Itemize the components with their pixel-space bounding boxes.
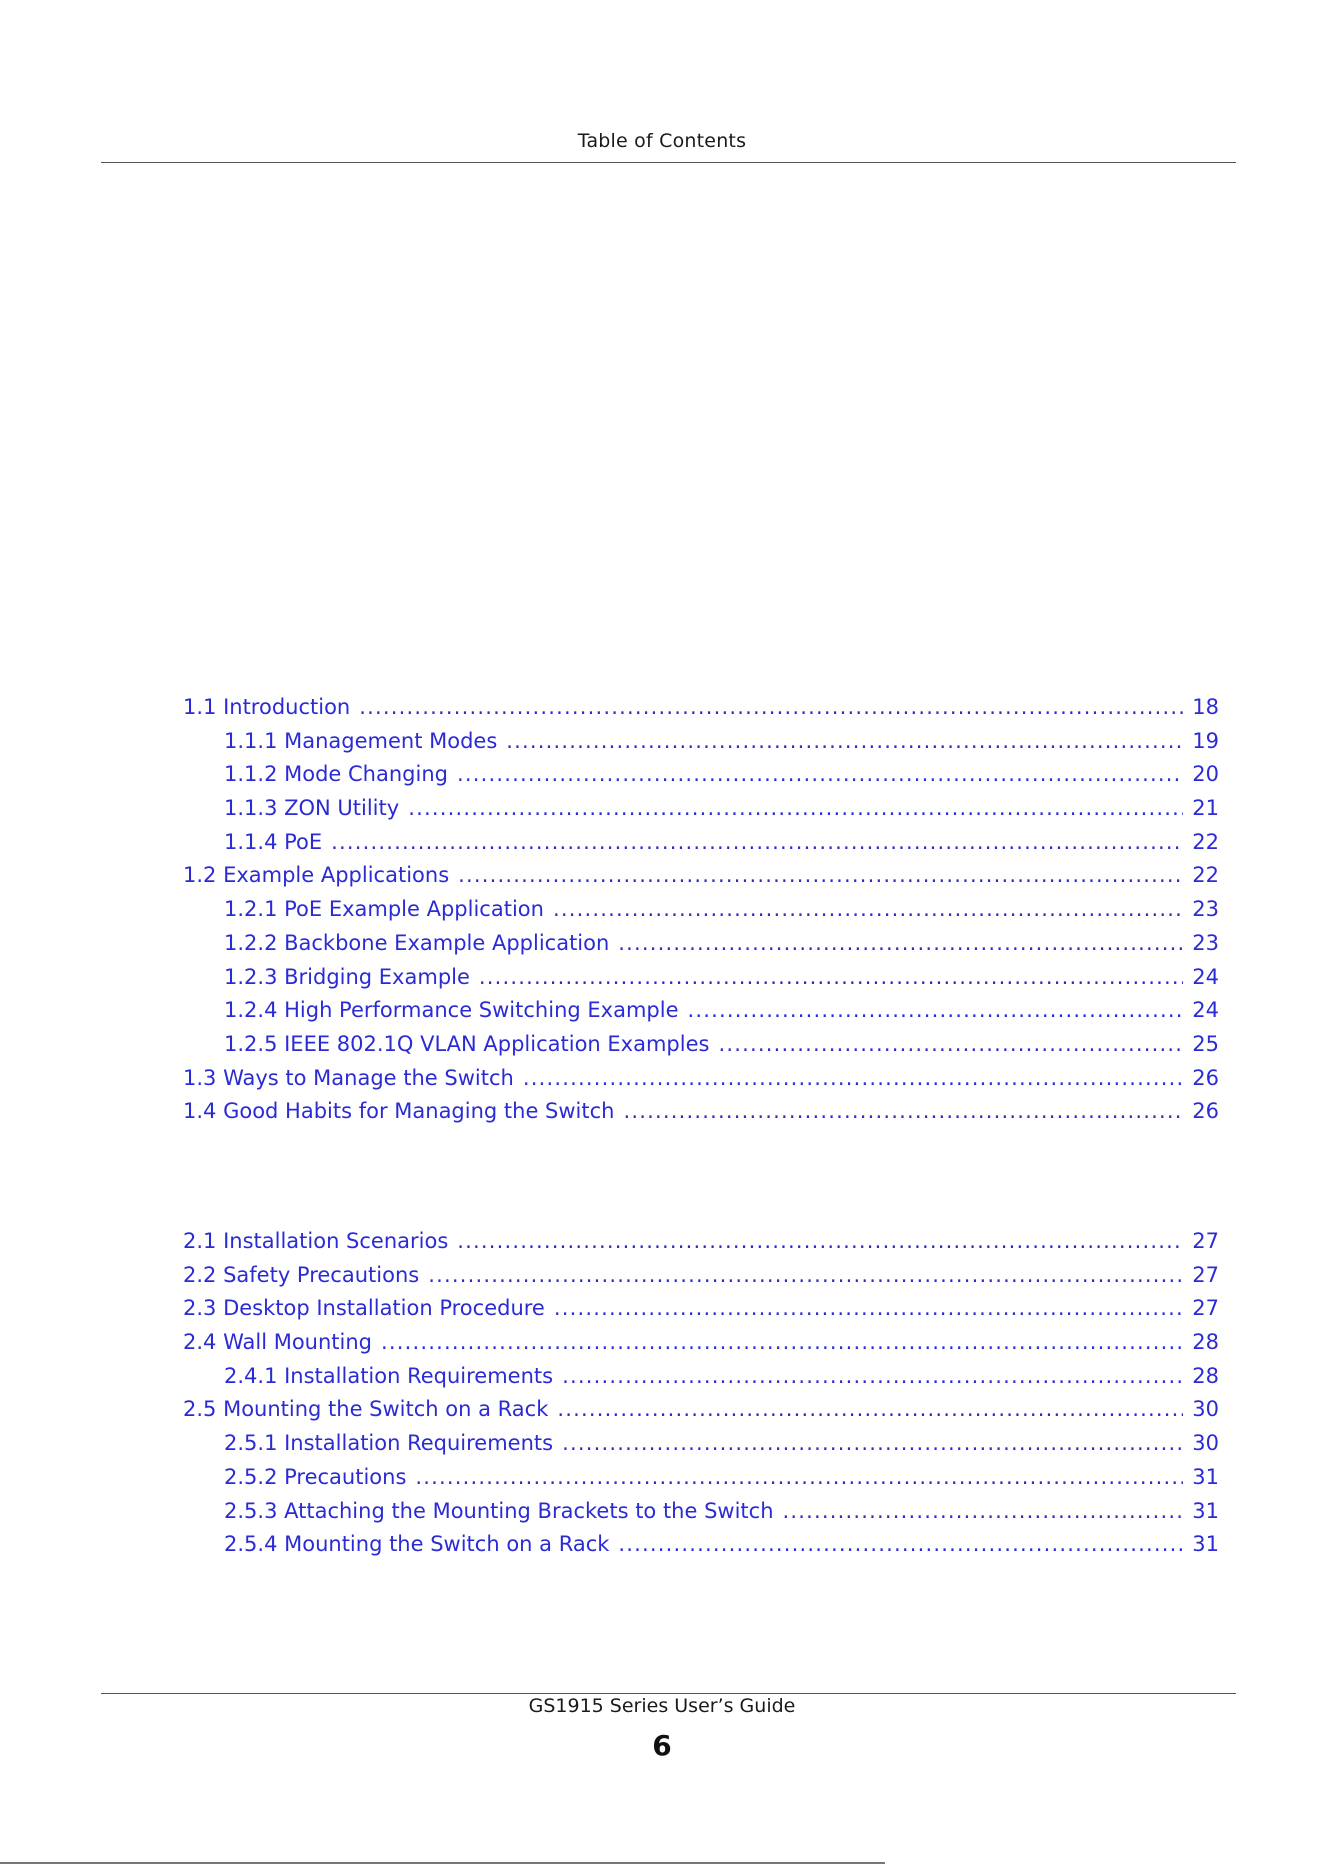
toc-dot-leader	[623, 1099, 1183, 1123]
toc-dot-leader	[359, 695, 1183, 719]
toc-section-chapter-1	[183, 695, 1219, 1133]
toc-entry-title[interactable]: 2.4 Wall Mounting	[183, 1330, 372, 1355]
toc-entry-title[interactable]: 2.5.3 Attaching the Mounting Brackets to the Switch	[224, 1498, 774, 1523]
toc-dot-leader	[457, 762, 1183, 786]
toc-dot-leader	[506, 729, 1183, 753]
toc-entry-page[interactable]: 27	[1192, 1296, 1219, 1321]
toc-entry[interactable]	[183, 1397, 1219, 1431]
toc-dot-leader	[557, 1397, 1183, 1421]
toc-entry[interactable]	[183, 931, 1219, 965]
toc-entry-title[interactable]: 2.3 Desktop Installation Procedure	[183, 1296, 545, 1321]
toc-entry-title[interactable]: 1.2.5 IEEE 802.1Q VLAN Application Examples	[224, 1031, 710, 1056]
toc-entry-title[interactable]: 2.5.2 Precautions	[224, 1464, 407, 1489]
toc-dot-leader	[553, 897, 1183, 921]
toc-dot-leader	[523, 1066, 1183, 1090]
toc-section-chapter-2	[183, 1229, 1219, 1566]
toc-entry-title[interactable]: 2.1 Installation Scenarios	[183, 1229, 449, 1253]
toc-dot-leader	[458, 863, 1183, 887]
toc-entry[interactable]	[183, 897, 1219, 931]
toc-dot-leader	[479, 965, 1183, 989]
toc-entry[interactable]	[183, 1099, 1219, 1133]
toc-entry-title[interactable]: 2.5.1 Installation Requirements	[224, 1431, 554, 1456]
toc-dot-leader	[554, 1296, 1183, 1320]
toc-entry-page[interactable]: 27	[1192, 1229, 1219, 1253]
toc-entry-title[interactable]: 1.2.2 Backbone Example Application	[224, 930, 610, 955]
toc-entry-title[interactable]: 1.3 Ways to Manage the Switch	[183, 1065, 514, 1090]
toc-dot-leader	[562, 1364, 1183, 1388]
toc-entry-page[interactable]: 30	[1192, 1397, 1219, 1422]
toc-entry-page[interactable]: 24	[1192, 998, 1219, 1023]
toc-entry-title[interactable]: 1.2.3 Bridging Example	[224, 964, 470, 989]
toc-entry[interactable]	[183, 1465, 1219, 1499]
toc-dot-leader	[562, 1431, 1183, 1455]
toc-entry[interactable]	[183, 796, 1219, 830]
toc-entry[interactable]	[183, 863, 1219, 897]
header-title: Table of Contents	[577, 130, 747, 152]
toc-entry[interactable]	[183, 1330, 1219, 1364]
toc-dot-leader	[415, 1465, 1183, 1489]
toc-dot-leader	[381, 1330, 1183, 1354]
toc-dot-leader	[687, 998, 1183, 1022]
toc-entry[interactable]	[183, 1499, 1219, 1533]
toc-entry-page[interactable]: 23	[1192, 897, 1219, 922]
toc-entry-page[interactable]: 25	[1192, 1031, 1219, 1056]
toc-entry-title[interactable]: 1.1.1 Management Modes	[224, 728, 498, 753]
toc-entry[interactable]	[183, 762, 1219, 796]
toc-entry[interactable]	[183, 1032, 1219, 1066]
toc-entry[interactable]	[183, 1364, 1219, 1398]
toc-dot-leader	[618, 931, 1183, 955]
toc-entry-title[interactable]: 2.5.4 Mounting the Switch on a Rack	[224, 1532, 610, 1557]
toc-entry-page[interactable]: 20	[1192, 762, 1219, 787]
toc-dot-leader	[408, 796, 1183, 820]
toc-entry-title[interactable]: 1.2.1 PoE Example Application	[224, 897, 544, 922]
toc-entry-page[interactable]: 31	[1192, 1464, 1219, 1489]
toc-dot-leader	[428, 1263, 1183, 1287]
toc-entry[interactable]	[183, 1296, 1219, 1330]
toc-entry-page[interactable]: 26	[1192, 1065, 1219, 1090]
toc-entry-title[interactable]: 1.1.4 PoE	[224, 829, 323, 854]
toc-entry-page[interactable]: 19	[1192, 728, 1219, 753]
toc-entry-page[interactable]: 28	[1192, 1330, 1219, 1355]
footer-rule	[101, 1693, 1236, 1694]
toc-dot-leader	[718, 1032, 1183, 1056]
footer-guide-title: GS1915 Series User’s Guide	[528, 1695, 796, 1717]
toc-entry-page[interactable]: 23	[1192, 930, 1219, 955]
toc-entry-title[interactable]: 1.1 Introduction	[183, 695, 351, 719]
toc-dot-leader	[618, 1532, 1183, 1556]
toc-entry-page[interactable]: 21	[1192, 796, 1219, 821]
toc-entry-title[interactable]: 1.1.3 ZON Utility	[224, 796, 400, 821]
toc-entry[interactable]	[183, 1431, 1219, 1465]
toc-entry-page[interactable]: 28	[1192, 1363, 1219, 1388]
page-bottom-edge	[0, 1862, 885, 1864]
toc-entry-page[interactable]: 30	[1192, 1431, 1219, 1456]
toc-entry-page[interactable]: 26	[1192, 1099, 1219, 1124]
toc-entry[interactable]	[183, 695, 1219, 729]
toc-dot-leader	[783, 1499, 1184, 1523]
toc-entry[interactable]	[183, 729, 1219, 763]
toc-entry-page[interactable]: 18	[1192, 695, 1219, 719]
header-rule	[101, 162, 1236, 163]
toc-entry-page[interactable]: 31	[1192, 1498, 1219, 1523]
toc-entry-page[interactable]: 24	[1192, 964, 1219, 989]
page-number: 6	[652, 1729, 672, 1762]
toc-entry-page[interactable]: 27	[1192, 1262, 1219, 1287]
toc-entry-title[interactable]: 1.2.4 High Performance Switching Example	[224, 998, 679, 1023]
toc-entry-title[interactable]: 2.5 Mounting the Switch on a Rack	[183, 1397, 549, 1422]
toc-dot-leader	[331, 830, 1183, 854]
toc-dot-leader	[457, 1229, 1183, 1253]
toc-entry-page[interactable]: 22	[1192, 829, 1219, 854]
toc-entry[interactable]	[183, 998, 1219, 1032]
toc-entry[interactable]	[183, 1229, 1219, 1263]
toc-entry[interactable]	[183, 830, 1219, 864]
toc-entry[interactable]	[183, 1066, 1219, 1100]
toc-entry-title[interactable]: 2.2 Safety Precautions	[183, 1262, 420, 1287]
toc-entry-title[interactable]: 1.2 Example Applications	[183, 863, 450, 888]
toc-entry-title[interactable]: 2.4.1 Installation Requirements	[224, 1363, 554, 1388]
toc-entry[interactable]	[183, 1263, 1219, 1297]
toc-entry-title[interactable]: 1.4 Good Habits for Managing the Switch	[183, 1099, 615, 1124]
toc-entry[interactable]	[183, 1532, 1219, 1566]
toc-entry-page[interactable]: 31	[1192, 1532, 1219, 1557]
toc-entry-page[interactable]: 22	[1192, 863, 1219, 888]
toc-entry[interactable]	[183, 965, 1219, 999]
toc-entry-title[interactable]: 1.1.2 Mode Changing	[224, 762, 448, 787]
